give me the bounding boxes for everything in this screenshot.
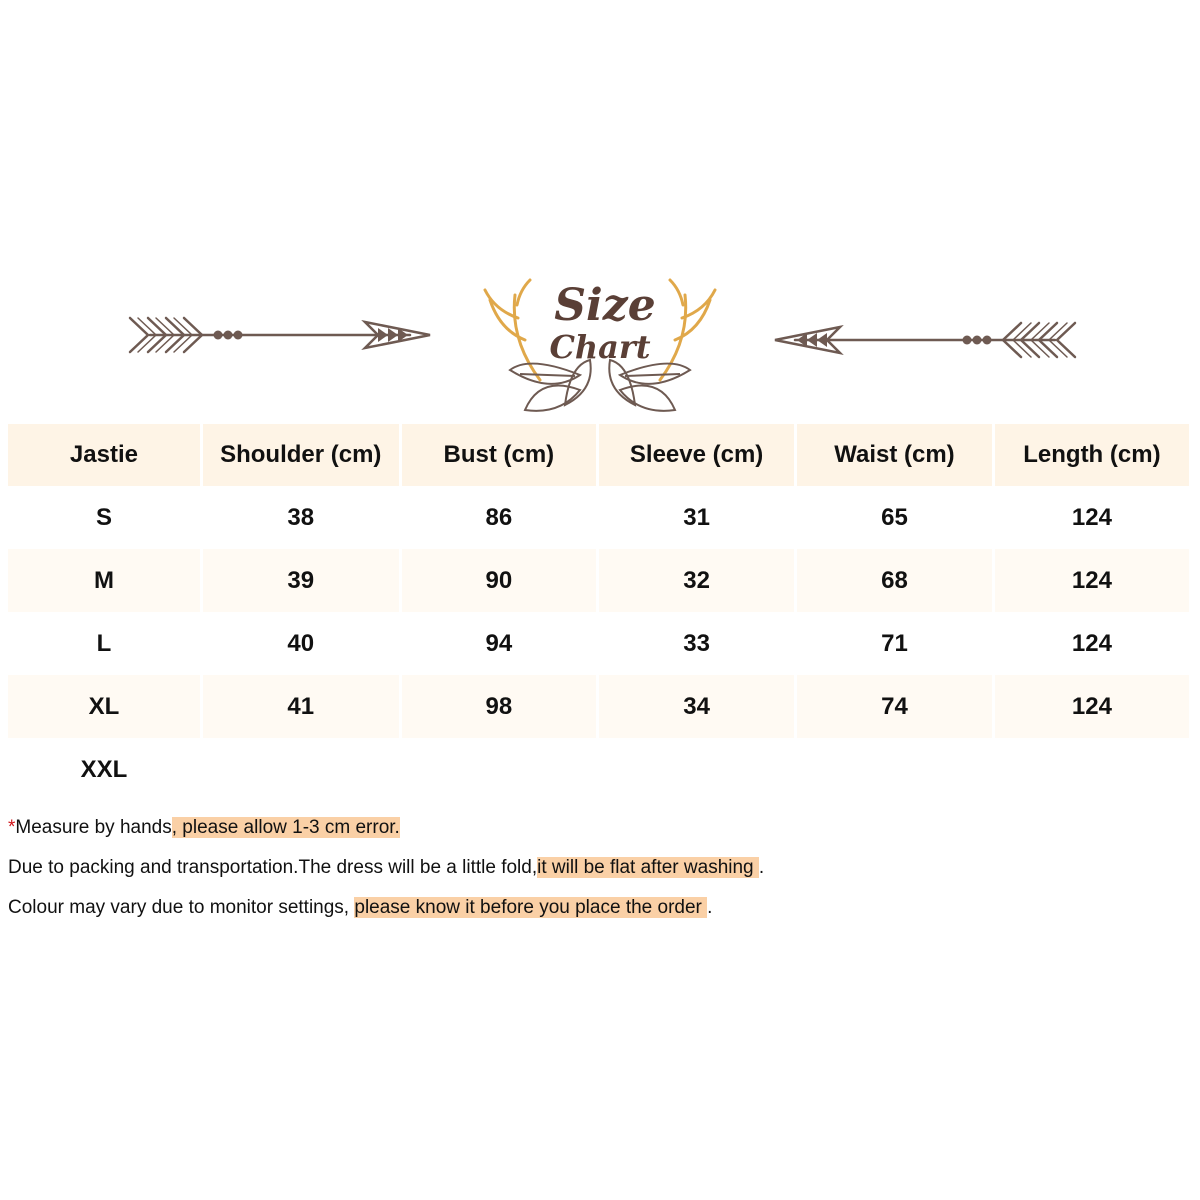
size-notes [8, 816, 1188, 936]
note-highlight: please know it before you place the order [354, 897, 708, 918]
table-cell [599, 738, 797, 801]
table-row [8, 549, 1192, 612]
table-row [8, 675, 1192, 738]
table-cell: 74 [797, 675, 995, 738]
note-highlight: it will be flat after washing [537, 857, 759, 878]
arrow-left-icon [765, 315, 1085, 365]
table-cell: XXL [8, 738, 203, 801]
column-header: Bust (cm) [402, 424, 599, 486]
logo-title: Size [554, 280, 656, 331]
table-cell: 34 [599, 675, 797, 738]
column-header: Sleeve (cm) [599, 424, 797, 486]
table-cell: 41 [203, 675, 402, 738]
table-cell: 90 [402, 549, 599, 612]
table-cell [402, 738, 599, 801]
table-cell: 124 [995, 486, 1192, 549]
column-header: Shoulder (cm) [203, 424, 402, 486]
size-table [8, 424, 1192, 801]
note-highlight: , please allow 1-3 cm error. [171, 817, 400, 838]
column-header: Waist (cm) [797, 424, 995, 486]
table-cell: 40 [203, 612, 402, 675]
table-cell [203, 738, 402, 801]
column-header: Length (cm) [995, 424, 1192, 486]
note-text: Colour may vary due to monitor settings, [8, 897, 355, 918]
note-tail: . [707, 897, 713, 918]
logo-subtitle: Chart [549, 328, 651, 366]
table-cell: 124 [995, 675, 1192, 738]
table-cell: 94 [402, 612, 599, 675]
table-cell [797, 738, 995, 801]
table-cell: 124 [995, 612, 1192, 675]
table-row [8, 486, 1192, 549]
size-chart-logo [470, 270, 730, 420]
table-cell: 124 [995, 549, 1192, 612]
table-header-row [8, 424, 1192, 486]
table-row [8, 738, 1192, 801]
table-cell: 32 [599, 549, 797, 612]
note-tail: . [758, 857, 765, 878]
note-fold [8, 856, 1188, 880]
table-cell: 65 [797, 486, 995, 549]
note-text: Measure by hands [15, 817, 172, 838]
table-cell: 86 [402, 486, 599, 549]
note-colour [8, 896, 1188, 920]
column-header: Jastie [8, 424, 203, 486]
note-text: Due to packing and transportation.The dress will be a little fold, [8, 857, 538, 878]
table-cell: 68 [797, 549, 995, 612]
note-measure [8, 816, 1188, 840]
table-cell [995, 738, 1192, 801]
asterisk: * [8, 817, 16, 838]
table-cell: XL [8, 675, 203, 738]
table-cell: 39 [203, 549, 402, 612]
table-cell: 33 [599, 612, 797, 675]
table-cell: S [8, 486, 203, 549]
table-cell: 98 [402, 675, 599, 738]
table-cell: 71 [797, 612, 995, 675]
table-cell: M [8, 549, 203, 612]
arrow-right-icon [120, 310, 440, 360]
size-chart-banner [0, 270, 1200, 420]
table-cell: L [8, 612, 203, 675]
table-cell: 38 [203, 486, 402, 549]
table-row [8, 612, 1192, 675]
table-cell: 31 [599, 486, 797, 549]
